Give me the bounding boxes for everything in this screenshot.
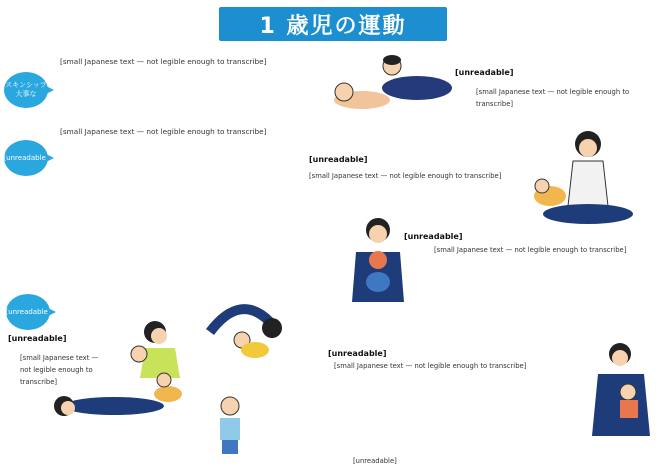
section-bubble-2 — [4, 140, 48, 176]
buranko-text: [small Japanese text — not legible enough to transcribe] — [334, 362, 527, 370]
crawling-baby-small-illustration — [150, 366, 186, 406]
hihai-text: [small Japanese text — not legible enough to transcribe] — [476, 88, 630, 108]
page-title-bar — [219, 7, 447, 41]
baby-exercise-illustration — [528, 116, 648, 228]
section3-heading: [unreadable] — [8, 334, 67, 343]
intro-paragraph: [small Japanese text — not legible enough to transcribe] — [60, 57, 267, 66]
swing-baby-illustration — [590, 340, 660, 440]
page-title: 1 歳児の運動 — [259, 13, 407, 39]
standing-baby-illustration — [210, 394, 250, 456]
section-bubble-skinship — [4, 72, 48, 108]
hug-play-illustration — [200, 292, 300, 362]
dakko-heading: [unreadable] — [404, 232, 463, 241]
buranko-heading: [unreadable] — [328, 349, 387, 358]
dakko-text: [small Japanese text — not legible enough to transcribe] — [434, 246, 627, 254]
hyou-heading: [unreadable] — [309, 155, 368, 164]
holding-baby-illustration — [346, 212, 408, 308]
hyou-text: [small Japanese text — not legible enough to transcribe] — [309, 172, 502, 180]
section-bubble-label: スキンシップ 大事な — [5, 81, 47, 98]
crawling-baby-illustration — [322, 48, 472, 118]
section-bubble-3 — [6, 294, 50, 330]
section-bubble-label: [unreadable] — [5, 307, 51, 316]
development-paragraph: [small Japanese text — not legible enough to transcribe] — [60, 127, 267, 136]
section3-text: [small Japanese text — not legible enough to transcribe] — [20, 354, 99, 386]
section-bubble-label: [unreadable] — [3, 153, 49, 162]
footer-note: [unreadable] — [353, 457, 397, 465]
hihai-heading: [unreadable] — [455, 68, 514, 77]
